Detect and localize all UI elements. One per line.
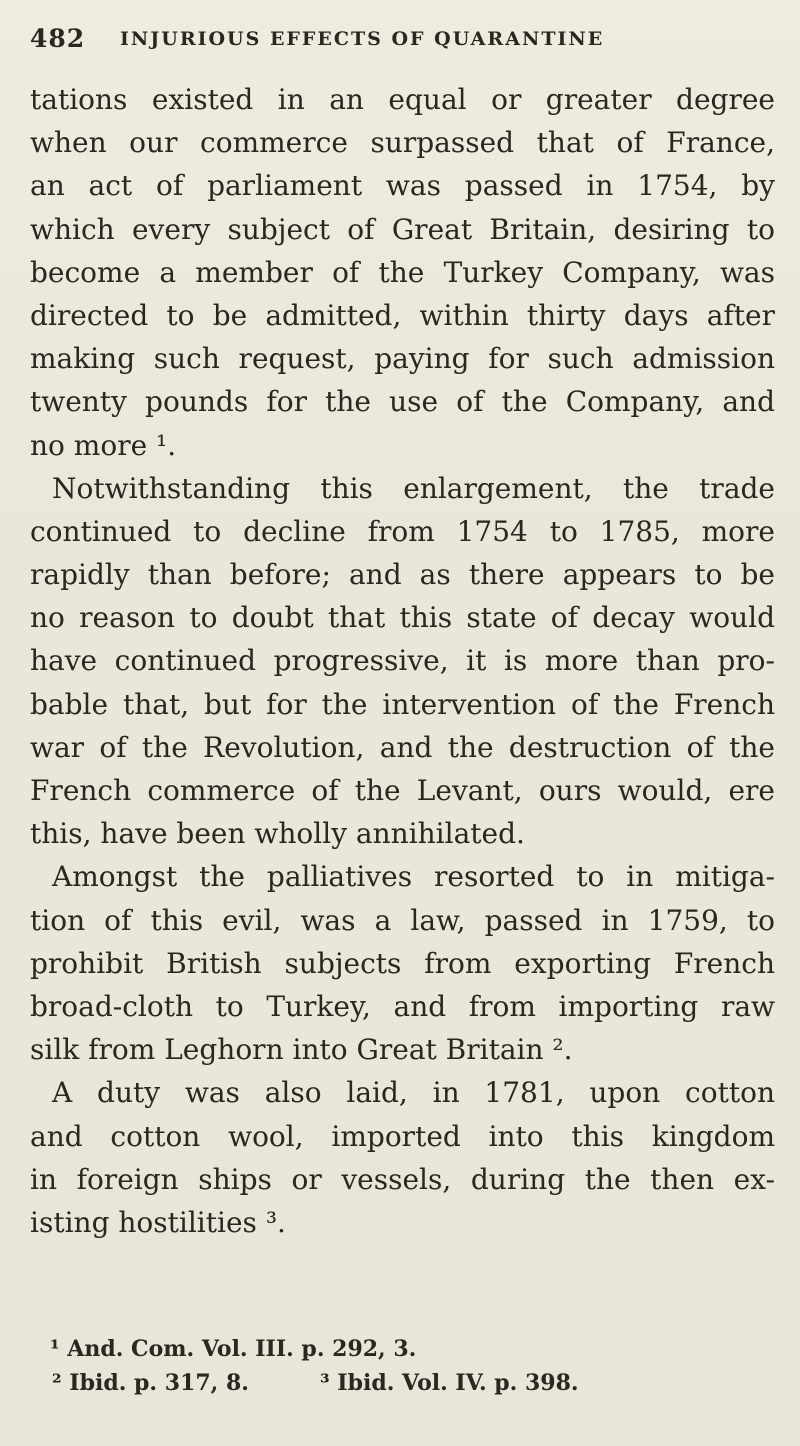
- page-header: [30, 24, 770, 64]
- text-line: continued to decline from 1754 to 1785, more: [30, 514, 775, 548]
- text-line: directed to be admitted, within thirty days after: [30, 298, 775, 332]
- footnote-3: ³ Ibid. Vol. IV. p. 398.: [320, 1370, 579, 1396]
- text-line: bable that, but for the intervention of the French: [30, 687, 775, 721]
- text-line: Amongst the palliatives resorted to in mitiga-: [52, 860, 775, 894]
- footnote-line: [30, 1366, 775, 1400]
- text-line: have continued progressive, it is more than pro-: [30, 644, 775, 678]
- text-line: no reason to doubt that this state of decay would: [30, 601, 775, 635]
- text-line: tion of this evil, was a law, passed in 1759, to: [30, 903, 775, 937]
- text-line: rapidly than before; and as there appears to be: [30, 558, 775, 592]
- footnote-1: ¹ And. Com. Vol. III. p. 292, 3.: [50, 1336, 417, 1362]
- footnote-2: ² Ibid. p. 317, 8.: [52, 1370, 249, 1396]
- text-line: become a member of the Turkey Company, was: [30, 255, 775, 289]
- body-text: [30, 78, 775, 1244]
- text-line: this, have been wholly annihilated.: [30, 817, 525, 851]
- text-line: A duty was also laid, in 1781, upon cotton: [52, 1076, 775, 1110]
- text-line: war of the Revolution, and the destruction of the: [30, 730, 775, 764]
- text-line: French commerce of the Levant, ours would, ere: [30, 774, 775, 807]
- text-line: in foreign ships or vessels, during the then ex-: [30, 1162, 775, 1196]
- text-line: an act of parliament was passed in 1754, by: [30, 169, 775, 203]
- page-number: 482: [30, 24, 86, 53]
- text-line: Notwithstanding this enlargement, the trade: [52, 471, 775, 505]
- text-line: making such request, paying for such admission: [30, 342, 775, 376]
- text-line: which every subject of Great Britain, desiring to: [30, 212, 775, 246]
- text-line: no more ¹.: [30, 428, 177, 462]
- text-line: prohibit British subjects from exporting French: [30, 946, 775, 980]
- text-line: isting hostilities ³.: [30, 1205, 286, 1239]
- text-line: tations existed in an equal or greater degree: [30, 83, 775, 116]
- text-line: silk from Leghorn into Great Britain ².: [30, 1033, 573, 1067]
- text-line: broad-cloth to Turkey, and from importing raw: [30, 989, 775, 1023]
- text-line: when our commerce surpassed that of France,: [30, 126, 775, 160]
- text-line: twenty pounds for the use of the Company, and: [30, 385, 775, 419]
- text-line: and cotton wool, imported into this kingdom: [30, 1119, 775, 1153]
- footnotes: [30, 1332, 775, 1400]
- footnote-line: [30, 1332, 775, 1366]
- running-head: INJURIOUS EFFECTS OF QUARANTINE: [120, 28, 605, 50]
